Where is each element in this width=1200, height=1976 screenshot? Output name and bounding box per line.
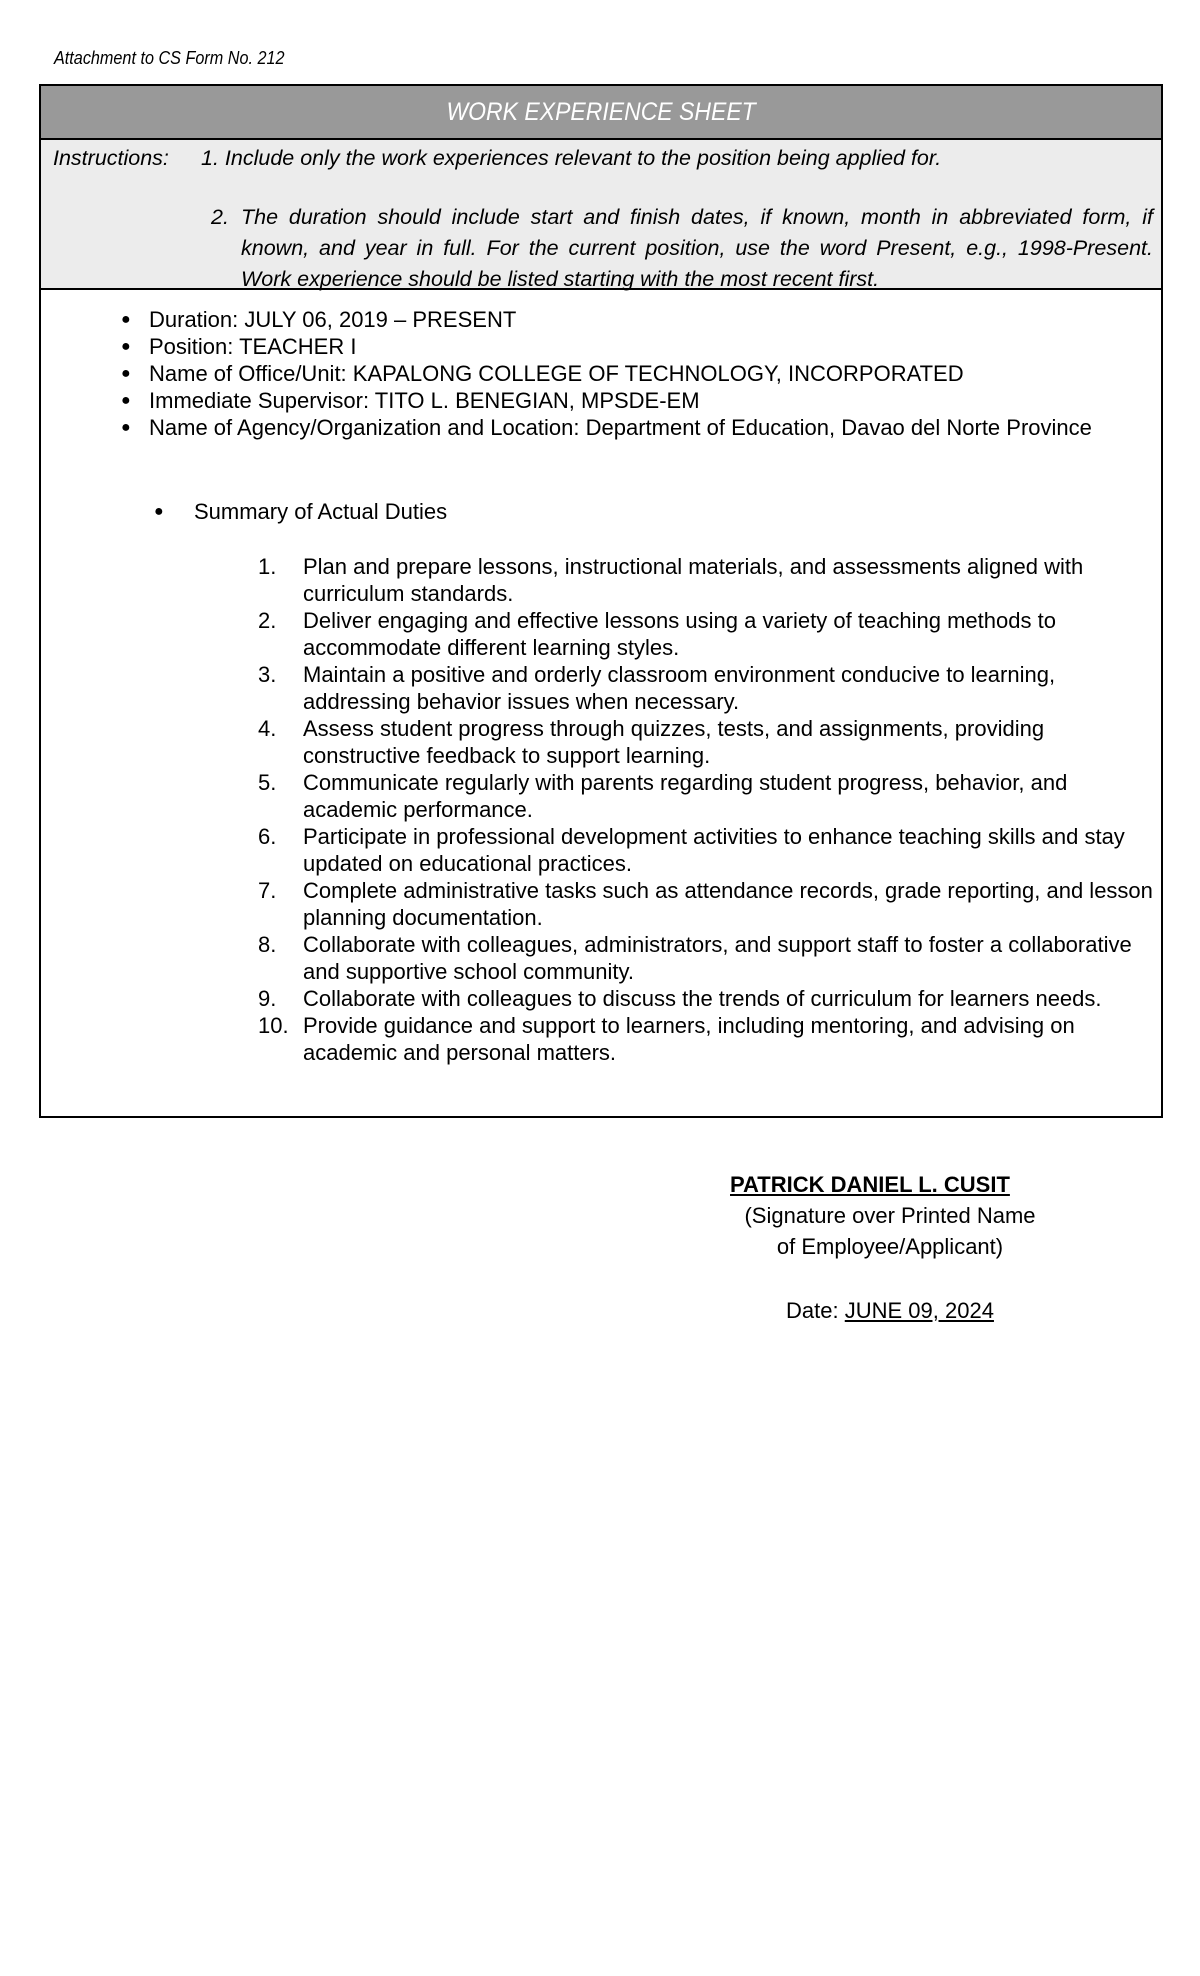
bullet-icon: ● (154, 503, 164, 520)
duty-text: Plan and prepare lessons, instructional materials, and assessments aligned with curriculum standards. (303, 554, 1084, 606)
duty-number: 3. (258, 662, 277, 687)
duration-item (121, 306, 1151, 333)
signature-caption-2: of Employee/Applicant) (776, 1234, 1004, 1259)
date-value: JUNE 09, 2024 (844, 1298, 994, 1323)
duty-text: Communicate regularly with parents regarding student progress, behavior, and academic performance. (303, 770, 1068, 822)
bullet-icon: ● (121, 419, 131, 436)
instructions-label: Instructions: (53, 146, 169, 170)
position-item (121, 333, 1151, 360)
duty-number: 7. (258, 878, 277, 903)
duty-item (258, 553, 1158, 607)
agency-text: Name of Agency/Organization and Location: Department of Education, Davao del Norte Province (149, 415, 1092, 440)
duty-number: 6. (258, 824, 277, 849)
duty-number: 8. (258, 932, 277, 957)
sheet-title: WORK EXPERIENCE SHEET (446, 97, 756, 126)
duties-list (258, 553, 1158, 1066)
instruction-item-2-number: 2. (211, 205, 229, 229)
form-attachment-label: Attachment to CS Form No. 212 (54, 48, 285, 68)
instruction-item-1: 1. Include only the work experiences relevant to the position being applied for. (201, 146, 942, 170)
summary-heading (154, 498, 447, 525)
duty-item (258, 715, 1158, 769)
signature-block (700, 1170, 1080, 1326)
duty-item (258, 661, 1158, 715)
duty-text: Collaborate with colleagues to discuss the trends of curriculum for learners needs. (303, 986, 1102, 1011)
office-text: Name of Office/Unit: KAPALONG COLLEGE OF TECHNOLOGY, INCORPORATED (149, 361, 964, 386)
duty-text: Provide guidance and support to learners, including mentoring, and advising on academic and personal matters. (303, 1013, 1075, 1065)
agency-item (121, 414, 1151, 441)
duty-number: 10. (258, 1013, 289, 1038)
duty-text: Participate in professional development activities to enhance teaching skills and stay updated on educational practices. (303, 824, 1125, 876)
duty-item (258, 985, 1158, 1012)
duty-text: Complete administrative tasks such as attendance records, grade reporting, and lesson planning documentation. (303, 878, 1153, 930)
duty-text: Collaborate with colleagues, administrators, and support staff to foster a collaborative and supportive school community. (303, 932, 1132, 984)
duty-number: 5. (258, 770, 277, 795)
duty-number: 9. (258, 986, 277, 1011)
supervisor-text: Immediate Supervisor: TITO L. BENEGIAN, MPSDE-EM (149, 388, 700, 413)
duration-text: Duration: JULY 06, 2019 – PRESENT (149, 307, 517, 332)
duty-item (258, 1012, 1158, 1066)
duty-item (258, 823, 1158, 877)
date-label: Date: (786, 1298, 839, 1323)
duty-item (258, 607, 1158, 661)
duty-number: 4. (258, 716, 277, 741)
duty-item (258, 769, 1158, 823)
bullet-icon: ● (121, 392, 131, 409)
duty-number: 1. (258, 554, 277, 579)
summary-label: Summary of Actual Duties (194, 499, 448, 524)
work-experience-sheet (39, 84, 1163, 1118)
office-item (121, 360, 1151, 387)
date-line (700, 1296, 1080, 1326)
signature-caption-1: (Signature over Printed Name (744, 1203, 1036, 1228)
bullet-icon: ● (121, 365, 131, 382)
sheet-title-bar (41, 86, 1161, 140)
duty-item (258, 877, 1158, 931)
instruction-item-2-text: The duration should include start and finish dates, if known, month in abbreviated form, if known, and year in full. For the current position, use the word Present, e.g., 1998-Present. Work experience should be listed starting with the most recent first. (241, 205, 1153, 291)
employee-name: PATRICK DANIEL L. CUSIT (730, 1172, 1010, 1197)
instructions-panel (41, 140, 1161, 290)
supervisor-item (121, 387, 1151, 414)
duty-item (258, 931, 1158, 985)
duty-text: Maintain a positive and orderly classroom environment conducive to learning, addressing behavior issues when necessary. (303, 662, 1056, 714)
instruction-item-2 (211, 202, 1153, 295)
duty-text: Assess student progress through quizzes, tests, and assignments, providing constructive feedback to support learning. (303, 716, 1045, 768)
bullet-icon: ● (121, 311, 131, 328)
position-text: Position: TEACHER I (149, 334, 357, 359)
duty-number: 2. (258, 608, 277, 633)
duty-text: Deliver engaging and effective lessons using a variety of teaching methods to accommodate different learning styles. (303, 608, 1056, 660)
bullet-icon: ● (121, 338, 131, 355)
